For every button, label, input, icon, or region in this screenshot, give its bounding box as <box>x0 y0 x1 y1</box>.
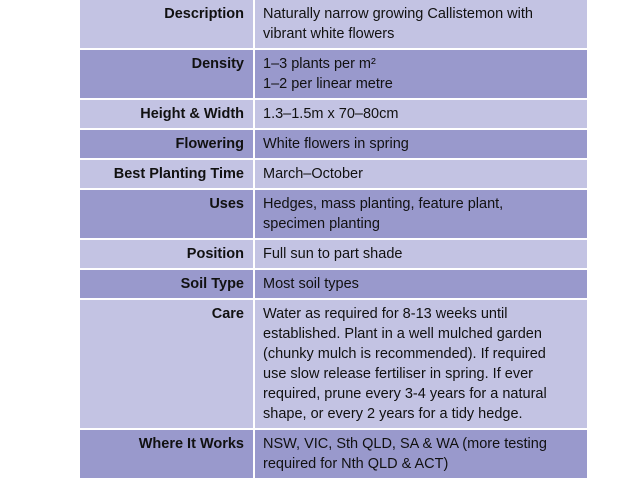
row-description <box>80 0 587 49</box>
value-where-it-works <box>254 429 587 479</box>
value-flowering <box>254 129 587 159</box>
value-line: required, prune every 3-4 years for a natural <box>263 386 547 402</box>
value-line: required for Nth QLD & ACT) <box>263 456 449 472</box>
label-density: Density <box>80 49 254 99</box>
value-soil-type <box>254 269 587 299</box>
value-line: established. Plant in a well mulched garden <box>263 326 542 342</box>
label-soil-type: Soil Type <box>80 269 254 299</box>
value-line: Naturally narrow growing Callistemon with <box>263 6 533 22</box>
value-line: Most soil types <box>263 276 359 292</box>
row-best-planting-time <box>80 159 587 189</box>
label-best-planting-time: Best Planting Time <box>80 159 254 189</box>
plant-spec-table <box>80 0 587 480</box>
label-uses: Uses <box>80 189 254 239</box>
value-line: White flowers in spring <box>263 136 409 152</box>
value-description <box>254 0 587 49</box>
plant-spec-sheet <box>80 0 587 480</box>
value-line: 1.3–1.5m x 70–80cm <box>263 106 399 122</box>
label-flowering: Flowering <box>80 129 254 159</box>
value-line: 1–2 per linear metre <box>263 76 393 92</box>
value-uses <box>254 189 587 239</box>
value-line: NSW, VIC, Sth QLD, SA & WA (more testing <box>263 436 547 452</box>
value-line: shape, or every 2 years for a tidy hedge. <box>263 406 523 422</box>
value-line: (chunky mulch is recommended). If required <box>263 346 546 362</box>
row-soil-type <box>80 269 587 299</box>
row-density <box>80 49 587 99</box>
value-line: March–October <box>263 166 363 182</box>
row-care <box>80 299 587 429</box>
row-uses <box>80 189 587 239</box>
value-position <box>254 239 587 269</box>
label-care: Care <box>80 299 254 429</box>
value-density <box>254 49 587 99</box>
label-height-width: Height & Width <box>80 99 254 129</box>
value-line: specimen planting <box>263 216 380 232</box>
value-line: Hedges, mass planting, feature plant, <box>263 196 504 212</box>
row-position <box>80 239 587 269</box>
value-line: vibrant white flowers <box>263 26 395 42</box>
value-line: Full sun to part shade <box>263 246 403 262</box>
value-line: 1–3 plants per m² <box>263 56 376 72</box>
label-position: Position <box>80 239 254 269</box>
value-line: Water as required for 8-13 weeks until <box>263 306 508 322</box>
value-care <box>254 299 587 429</box>
value-best-planting-time <box>254 159 587 189</box>
value-height-width <box>254 99 587 129</box>
row-height-width <box>80 99 587 129</box>
label-description: Description <box>80 0 254 49</box>
row-flowering <box>80 129 587 159</box>
value-line: use slow release fertiliser in spring. If ever <box>263 366 533 382</box>
label-where-it-works: Where It Works <box>80 429 254 479</box>
row-where-it-works <box>80 429 587 479</box>
